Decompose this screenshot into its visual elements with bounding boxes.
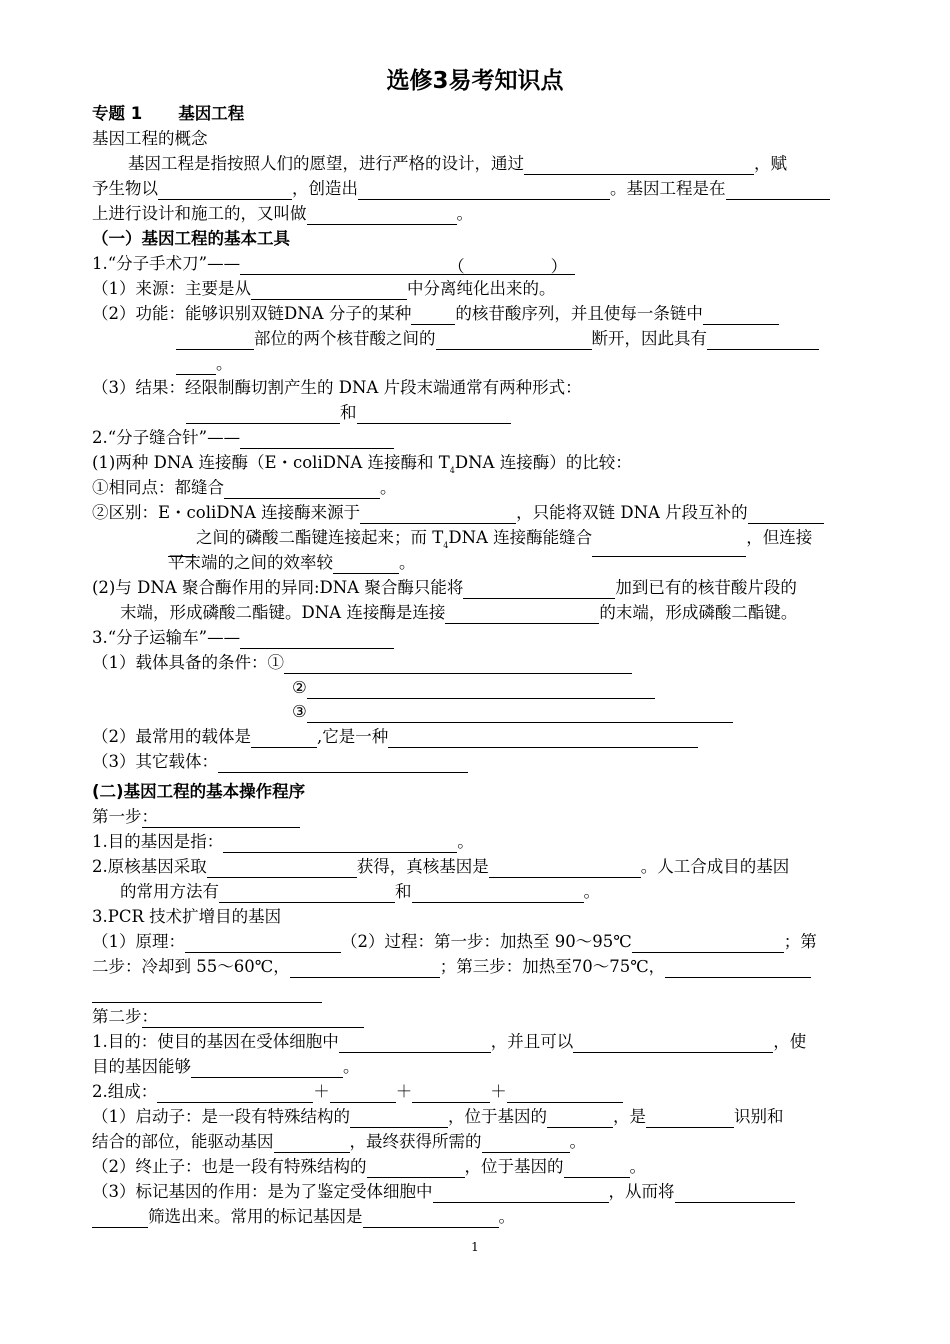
step-heading bbox=[92, 806, 300, 828]
item-line bbox=[92, 1181, 795, 1203]
text-segment: 4 bbox=[449, 466, 455, 475]
item-line bbox=[92, 303, 779, 325]
text-segment: ②区别：E・coliDNA 连接酶来源于 bbox=[92, 503, 361, 522]
blank[interactable] bbox=[207, 859, 357, 878]
step-heading bbox=[92, 1006, 364, 1028]
text-segment: 平末端的之间的效率较 bbox=[168, 553, 333, 572]
item-line bbox=[92, 751, 468, 773]
text-segment: 。 bbox=[583, 882, 600, 901]
text-segment: ，位于基因的 bbox=[448, 1107, 547, 1126]
blank[interactable] bbox=[726, 181, 830, 200]
blank[interactable] bbox=[142, 809, 300, 828]
item-line bbox=[92, 1106, 784, 1128]
blank[interactable] bbox=[218, 754, 468, 773]
blank[interactable] bbox=[330, 1084, 396, 1103]
item-line bbox=[292, 701, 733, 723]
topic-number: 专题 1 bbox=[92, 104, 143, 123]
text-segment: 2.原核基因采取 bbox=[92, 857, 207, 876]
text-segment: 。 bbox=[457, 832, 474, 851]
blank[interactable] bbox=[675, 1184, 795, 1203]
text-segment: 。人工合成目的基因 bbox=[640, 857, 790, 876]
blank[interactable] bbox=[445, 605, 599, 624]
item-line bbox=[92, 427, 394, 449]
item-line bbox=[92, 652, 632, 674]
item-line bbox=[176, 353, 233, 375]
blank[interactable] bbox=[219, 884, 395, 903]
item-line bbox=[92, 856, 789, 878]
blank[interactable] bbox=[433, 1184, 609, 1203]
blank[interactable] bbox=[412, 1084, 490, 1103]
text-segment: 1.“分子手术刀”—— bbox=[92, 254, 241, 273]
blank[interactable] bbox=[632, 934, 784, 953]
text-segment: 目的基因能够 bbox=[92, 1057, 191, 1076]
text-segment: ，使 bbox=[773, 1032, 807, 1051]
text-segment: （2）终止子：也是一段有特殊结构的 bbox=[92, 1157, 367, 1176]
blank[interactable] bbox=[274, 1134, 350, 1153]
item-line bbox=[92, 627, 394, 649]
text-segment: 加到已有的核苷酸片段的 bbox=[615, 578, 797, 597]
blank[interactable] bbox=[307, 680, 655, 699]
item-line bbox=[120, 881, 600, 903]
text-segment: 第二步： bbox=[92, 1007, 158, 1026]
text-segment: 结合的部位，能驱动基因 bbox=[92, 1132, 274, 1151]
text-segment: 基因工程是指按照人们的愿望，进行严格的设计，通过 bbox=[128, 154, 524, 173]
text-segment: DNA 连接酶能缝合 bbox=[448, 528, 593, 547]
text-segment: DNA 连接酶）的比较： bbox=[454, 453, 632, 472]
item-line bbox=[92, 1056, 360, 1078]
blank[interactable] bbox=[388, 729, 698, 748]
blank[interactable] bbox=[157, 1084, 313, 1103]
item-line bbox=[92, 502, 824, 524]
blank[interactable] bbox=[463, 580, 615, 599]
item-line bbox=[176, 328, 819, 350]
item-line bbox=[92, 931, 817, 953]
text-segment: 1.目的基因是指： bbox=[92, 832, 224, 851]
text-segment: 获得，真核基因是 bbox=[356, 857, 489, 876]
text-segment: 。 bbox=[399, 553, 416, 572]
text-segment: （1）启动子：是一段有特殊结构的 bbox=[92, 1107, 350, 1126]
blank[interactable] bbox=[482, 1134, 570, 1153]
item-line bbox=[92, 1081, 623, 1103]
text-segment: 第一步： bbox=[92, 807, 158, 826]
item-line bbox=[92, 1156, 646, 1178]
topic-heading bbox=[92, 103, 244, 125]
item-line bbox=[92, 981, 322, 1003]
concept-line bbox=[92, 178, 830, 200]
item-line bbox=[92, 1031, 806, 1053]
text-segment: （ bbox=[448, 257, 465, 276]
blank[interactable] bbox=[240, 256, 440, 275]
item-line bbox=[92, 956, 811, 978]
blank[interactable] bbox=[507, 1084, 623, 1103]
text-segment: 的核苷酸序列，并且使每一条链中 bbox=[455, 304, 703, 323]
blank[interactable] bbox=[240, 430, 394, 449]
text-segment: ，但连接 bbox=[746, 528, 813, 547]
blank[interactable] bbox=[707, 331, 819, 350]
text-segment: 。 bbox=[569, 1132, 586, 1151]
text-segment: （3）标记基因的作用：是为了鉴定受体细胞中 bbox=[92, 1182, 433, 1201]
text-segment: ，赋 bbox=[754, 154, 787, 173]
section-heading: (二)基因工程的基本操作程序 bbox=[92, 782, 306, 801]
blank[interactable] bbox=[307, 206, 457, 225]
text-segment: ，创造出 bbox=[292, 179, 358, 198]
item-line bbox=[92, 278, 556, 300]
text-segment: 。 bbox=[629, 1157, 646, 1176]
item-line bbox=[92, 1206, 515, 1228]
blank[interactable] bbox=[307, 704, 733, 723]
text-segment: 的末端，形成磷酸二酯键。 bbox=[599, 603, 798, 622]
blank[interactable] bbox=[367, 1159, 465, 1178]
text-segment: ② bbox=[292, 678, 307, 697]
text-segment: 2.组成： bbox=[92, 1082, 158, 1101]
text-segment: 和 bbox=[340, 403, 357, 422]
text-segment: ；第 bbox=[783, 932, 817, 951]
blank[interactable] bbox=[92, 984, 322, 1003]
blank[interactable] bbox=[158, 181, 292, 200]
blank[interactable] bbox=[223, 834, 457, 853]
item-line: （3）结果：经限制酶切割产生的 DNA 片段末端通常有两种形式： bbox=[92, 378, 582, 397]
item-line bbox=[92, 253, 575, 275]
text-segment: 。 bbox=[456, 204, 473, 223]
text-segment: 。 bbox=[343, 1057, 360, 1076]
text-segment: ,它是一种 bbox=[317, 727, 389, 746]
blank[interactable] bbox=[357, 405, 511, 424]
blank[interactable] bbox=[358, 181, 610, 200]
blank[interactable] bbox=[524, 156, 754, 175]
text-segment: 部位的两个核苷酸之间的 bbox=[254, 329, 436, 348]
blank[interactable] bbox=[284, 655, 632, 674]
text-segment: 予生物以 bbox=[92, 179, 158, 198]
blank[interactable] bbox=[251, 729, 317, 748]
item-line bbox=[168, 552, 416, 574]
text-segment: （1）原理： bbox=[92, 932, 185, 951]
blank[interactable] bbox=[412, 884, 584, 903]
item-line bbox=[92, 1131, 586, 1153]
blank[interactable] bbox=[186, 405, 340, 424]
page-title: 选修3易考知识点 bbox=[386, 68, 564, 94]
text-segment: ＋ bbox=[395, 1082, 413, 1101]
text-segment: （2）功能：能够识别双链DNA 分子的某种 bbox=[92, 304, 412, 323]
blank[interactable] bbox=[360, 505, 516, 524]
text-segment: ，最终获得所需的 bbox=[349, 1132, 482, 1151]
text-segment: ） bbox=[550, 257, 568, 276]
blank[interactable] bbox=[176, 331, 254, 350]
text-segment: 断开，因此具有 bbox=[591, 329, 707, 348]
text-segment: 识别和 bbox=[734, 1107, 784, 1126]
topic-name: 基因工程 bbox=[178, 104, 245, 123]
blank[interactable] bbox=[646, 1109, 734, 1128]
text-segment: （3）其它载体： bbox=[92, 752, 218, 771]
text-segment: 上进行设计和施工的，又叫做 bbox=[92, 204, 307, 223]
text-segment: ＋ bbox=[490, 1082, 507, 1101]
text-segment: ＋ bbox=[313, 1082, 330, 1101]
blank[interactable] bbox=[489, 859, 641, 878]
text-segment: 末端，形成磷酸二酯键。DNA 连接酶是连接 bbox=[120, 603, 446, 622]
text-segment: 筛选出来。常用的标记基因是 bbox=[148, 1207, 363, 1226]
concept-line bbox=[92, 203, 473, 225]
blank[interactable] bbox=[436, 331, 592, 350]
blank[interactable] bbox=[224, 480, 380, 499]
blank[interactable] bbox=[176, 356, 216, 375]
text-segment: (1)两种 DNA 连接酶（E・coliDNA 连接酶和 T bbox=[92, 453, 450, 472]
blank[interactable] bbox=[251, 281, 407, 300]
blank[interactable] bbox=[333, 555, 399, 574]
item-line bbox=[292, 677, 655, 699]
blank[interactable] bbox=[350, 1109, 448, 1128]
text-segment: ，位于基因的 bbox=[464, 1157, 564, 1176]
text-segment: 2.“分子缝合针”—— bbox=[92, 428, 241, 447]
text-segment: （1）载体具备的条件：① bbox=[92, 653, 284, 672]
text-segment: （2）过程：第一步：加热至 90～95℃ bbox=[341, 932, 632, 951]
item-line: 3.PCR 技术扩增目的基因 bbox=[92, 907, 282, 926]
text-segment: ①相同点：都缝合 bbox=[92, 478, 224, 497]
text-segment: 的常用方法有 bbox=[120, 882, 219, 901]
item-line bbox=[92, 831, 474, 853]
item-line bbox=[120, 602, 797, 624]
blank[interactable] bbox=[240, 630, 394, 649]
blank[interactable] bbox=[339, 1034, 491, 1053]
text-segment: ，只能将双链 DNA 片段互补的 bbox=[516, 503, 748, 522]
blank[interactable] bbox=[440, 256, 575, 275]
item-line bbox=[92, 726, 698, 748]
text-segment: 4 bbox=[443, 541, 449, 550]
text-segment: ，是 bbox=[613, 1107, 646, 1126]
blank[interactable] bbox=[411, 306, 455, 325]
blank[interactable] bbox=[703, 306, 779, 325]
page-number: 1 bbox=[471, 1240, 479, 1254]
item-line bbox=[92, 477, 397, 499]
text-segment: 之间的磷酸二酯键连接起来；而 T bbox=[196, 528, 444, 547]
blank[interactable] bbox=[665, 959, 811, 978]
text-segment: ；第三步：加热至70～75℃， bbox=[439, 957, 666, 976]
blank[interactable] bbox=[92, 1209, 148, 1228]
blank[interactable] bbox=[592, 538, 746, 557]
text-segment: （2）最常用的载体是 bbox=[92, 727, 251, 746]
text-segment: 。 bbox=[498, 1207, 515, 1226]
text-segment: （1）来源：主要是从 bbox=[92, 279, 251, 298]
concept-heading: 基因工程的概念 bbox=[92, 129, 208, 148]
text-segment: ③ bbox=[292, 702, 307, 721]
text-segment: 3.“分子运输车”—— bbox=[92, 628, 241, 647]
text-segment: 。 bbox=[216, 354, 233, 373]
text-segment: 和 bbox=[395, 882, 412, 901]
text-segment: 。 bbox=[380, 478, 397, 497]
text-segment: ，从而将 bbox=[608, 1182, 675, 1201]
text-segment: 1.目的：使目的基因在受体细胞中 bbox=[92, 1032, 339, 1051]
section-heading: （一）基因工程的基本工具 bbox=[92, 229, 290, 248]
blank[interactable] bbox=[290, 959, 440, 978]
blank[interactable] bbox=[564, 1159, 630, 1178]
blank[interactable] bbox=[191, 1059, 343, 1078]
item-line bbox=[186, 402, 511, 424]
blank[interactable] bbox=[748, 505, 824, 524]
text-segment: 中分离纯化出来的。 bbox=[407, 279, 556, 298]
blank[interactable] bbox=[547, 1109, 613, 1128]
concept-line bbox=[128, 153, 787, 175]
blank[interactable] bbox=[142, 1009, 364, 1028]
text-segment: ，并且可以 bbox=[490, 1032, 574, 1051]
blank[interactable] bbox=[185, 934, 341, 953]
text-segment: 二步：冷却到 55～60℃， bbox=[92, 957, 290, 976]
item-line bbox=[92, 577, 797, 599]
blank[interactable] bbox=[363, 1209, 499, 1228]
text-segment: (2)与 DNA 聚合酶作用的异同:DNA 聚合酶只能将 bbox=[92, 578, 464, 597]
text-segment: 。基因工程是在 bbox=[610, 179, 726, 198]
blank[interactable] bbox=[573, 1034, 773, 1053]
